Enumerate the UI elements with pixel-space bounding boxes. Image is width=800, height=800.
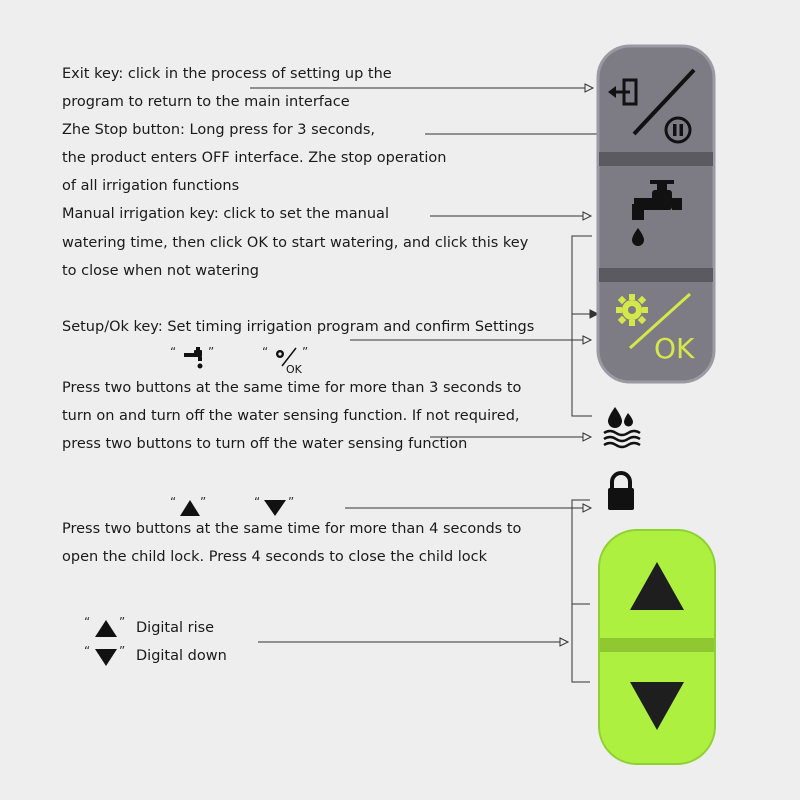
down-label: Digital down	[136, 648, 227, 664]
svg-text:“: “	[254, 495, 261, 509]
ok-quote-icon	[262, 344, 312, 378]
exit-text-line1: Exit key: click in the process of setting up the	[62, 66, 392, 82]
stop-text-line2: the product enters OFF interface. Zhe stop operation	[62, 150, 447, 166]
water-sensing-icon	[600, 405, 644, 449]
lock-text-line1: Press two buttons at the same time for more than 4 seconds to	[62, 521, 522, 537]
svg-text:“: “	[170, 495, 177, 509]
manual-text-line2: watering time, then click OK to start watering, and click this key	[62, 235, 529, 251]
svg-text:”: ”	[119, 644, 126, 658]
svg-text:“: “	[84, 615, 91, 629]
sensing-text-line3: press two buttons to turn off the water sensing function	[62, 436, 468, 452]
manual-text-line1: Manual irrigation key: click to set the manual	[62, 206, 389, 222]
rise-legend-icon	[84, 614, 130, 640]
setup-text-line1: Setup/Ok key: Set timing irrigation program and confirm Settings	[62, 319, 535, 335]
exit-text-line2: program to return to the main interface	[62, 94, 350, 110]
svg-text:”: ”	[200, 495, 207, 509]
setup-ok-button[interactable]	[600, 284, 714, 382]
up-arrow-icon	[630, 562, 684, 610]
stop-text-line1: Zhe Stop button: Long press for 3 seconds,	[62, 122, 375, 138]
svg-text:“: “	[84, 644, 91, 658]
exit-icon	[608, 80, 636, 104]
down-legend-icon	[84, 643, 130, 669]
ok-label: OK	[654, 332, 695, 365]
ok-small-label: OK	[286, 363, 302, 376]
svg-text:”: ”	[302, 345, 309, 359]
svg-text:“: “	[170, 345, 177, 359]
lock-text-line2: open the child lock. Press 4 seconds to close the child lock	[62, 549, 488, 565]
manual-text-line3: to close when not watering	[62, 263, 259, 279]
manual-irrigation-button[interactable]	[600, 168, 714, 266]
digital-rise-button[interactable]	[600, 532, 714, 636]
rise-label: Digital rise	[136, 620, 215, 636]
svg-text:“: “	[262, 345, 269, 359]
pause-icon	[666, 118, 690, 142]
digital-down-button[interactable]	[600, 654, 714, 758]
tap-icon	[632, 180, 682, 246]
svg-text:”: ”	[119, 615, 126, 629]
svg-text:”: ”	[208, 345, 215, 359]
stop-text-line3: of all irrigation functions	[62, 178, 240, 194]
sensing-text-line2: turn on and turn off the water sensing function. If not required,	[62, 408, 520, 424]
gear-icon	[616, 294, 648, 326]
exit-stop-button[interactable]	[600, 50, 714, 148]
sensing-text-line1: Press two buttons at the same time for more than 3 seconds to	[62, 380, 522, 396]
tap-quote-icon	[170, 344, 220, 374]
lock-icon	[604, 470, 638, 514]
down-arrow-icon	[630, 682, 684, 730]
svg-text:”: ”	[288, 495, 295, 509]
